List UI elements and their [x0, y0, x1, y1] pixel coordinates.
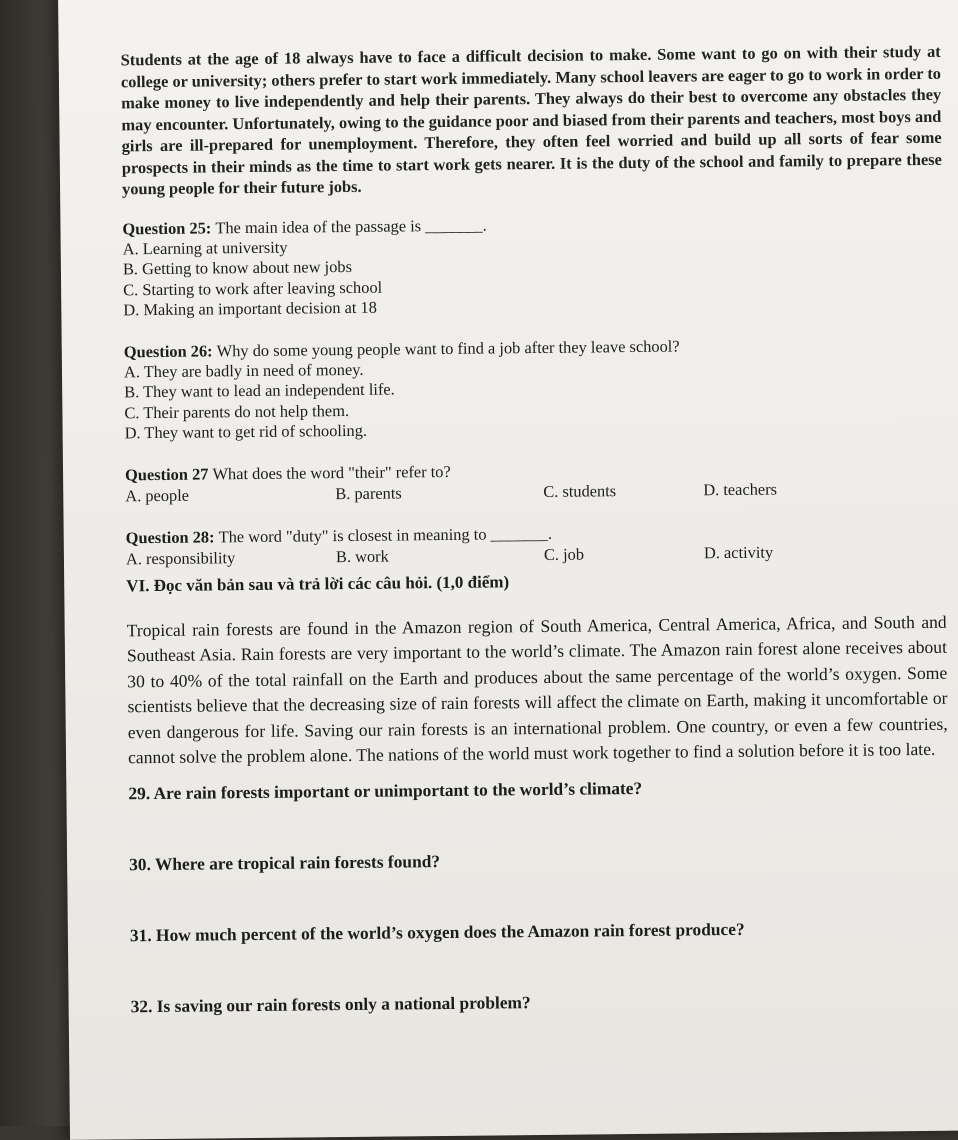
- question-28: [126, 518, 946, 570]
- question-label: Question 28:: [125, 526, 215, 547]
- answer-option: A. Learning at university: [122, 237, 288, 258]
- answer-option: A. responsibility: [125, 547, 236, 568]
- answer-option: D. teachers: [703, 478, 778, 499]
- answer-option: C. job: [543, 544, 585, 564]
- section-heading: VI. Đọc văn bản sau và trả lời các câu hỏi. (1,0 điểm): [126, 571, 510, 595]
- reading-passage-1: Students at the age of 18 always have to face a difficult decision to make. Some want to go on with their study at college or university; others prefer to start work immediately. Many school leavers are eager to go to work in order to make money to live independently and help their parents. They always do their best to overcome any obstacles they may encounter. Unfortunately, owing to the guidance poor and biased from their parents and teachers, most boys and girls are ill-prepared for unemployment. Therefore, they often feel worried and build up all sorts of fear some prospects in their minds as the time to start work gets nearer. It is the duty of the school and family to prepare these young people for their future jobs.: [120, 41, 942, 199]
- worksheet-content: [121, 41, 951, 1017]
- question-27: [125, 455, 945, 507]
- answer-option: C. Starting to work after leaving school: [123, 277, 383, 299]
- question-label: Question 26:: [123, 340, 213, 361]
- worksheet-page: [58, 0, 958, 1140]
- reading-passage-2: Tropical rain forests are found in the Amazon region of South America, Central America, Africa, and South and Southeast Asia. Rain forests are very important to the world’s climate. The Amazon rain forest alone receives about 30 to 40% of the total rainfall on the Earth and produces about the same percentage of the world’s oxygen. Some scientists believe that the decreasing size of rain forests will affect the climate on Earth, making it uncomfortable or even dangerous for life. Saving our rain forests is an international problem. One country, or even a few countries, cannot solve the problem alone. The nations of the world must work together to find a solution before it is too late.: [126, 611, 948, 768]
- answer-option: A. people: [125, 485, 190, 505]
- answer-option: D. activity: [703, 542, 774, 562]
- answer-option: B. work: [335, 546, 389, 566]
- answer-option: B. Getting to know about new jobs: [122, 256, 353, 279]
- open-question-31: 31. How much percent of the world’s oxygen does the Amazon rain forest produce?: [129, 918, 745, 945]
- question-stem: The word "duty" is closest in meaning to _______.: [218, 523, 553, 546]
- question-26: [124, 332, 945, 444]
- question-stem: Why do some young people want to find a job after they leave school?: [216, 336, 680, 360]
- open-question-29: 29. Are rain forests important or unimportant to the world’s climate?: [128, 777, 643, 803]
- question-stem: The main idea of the passage is _______.: [215, 215, 487, 237]
- question-label: Question 25:: [122, 217, 212, 238]
- question-25: [122, 209, 943, 321]
- answer-option: D. Making an important decision at 18: [123, 297, 378, 320]
- answer-option: A. They are badly in need of money.: [123, 359, 364, 381]
- answer-option: C. students: [543, 480, 617, 501]
- question-stem: What does the word "their" refer to?: [212, 461, 451, 483]
- answer-option: D. They want to get rid of schooling.: [124, 420, 368, 443]
- answer-option: B. They want to lead an independent life.: [124, 379, 395, 402]
- open-question-32: 32. Is saving our rain forests only a national problem?: [130, 991, 531, 1016]
- open-question-30: 30. Where are tropical rain forests found?: [129, 850, 441, 874]
- answer-option: B. parents: [335, 482, 402, 503]
- answer-option: C. Their parents do not help them.: [124, 400, 350, 422]
- question-label: Question 27: [124, 463, 209, 484]
